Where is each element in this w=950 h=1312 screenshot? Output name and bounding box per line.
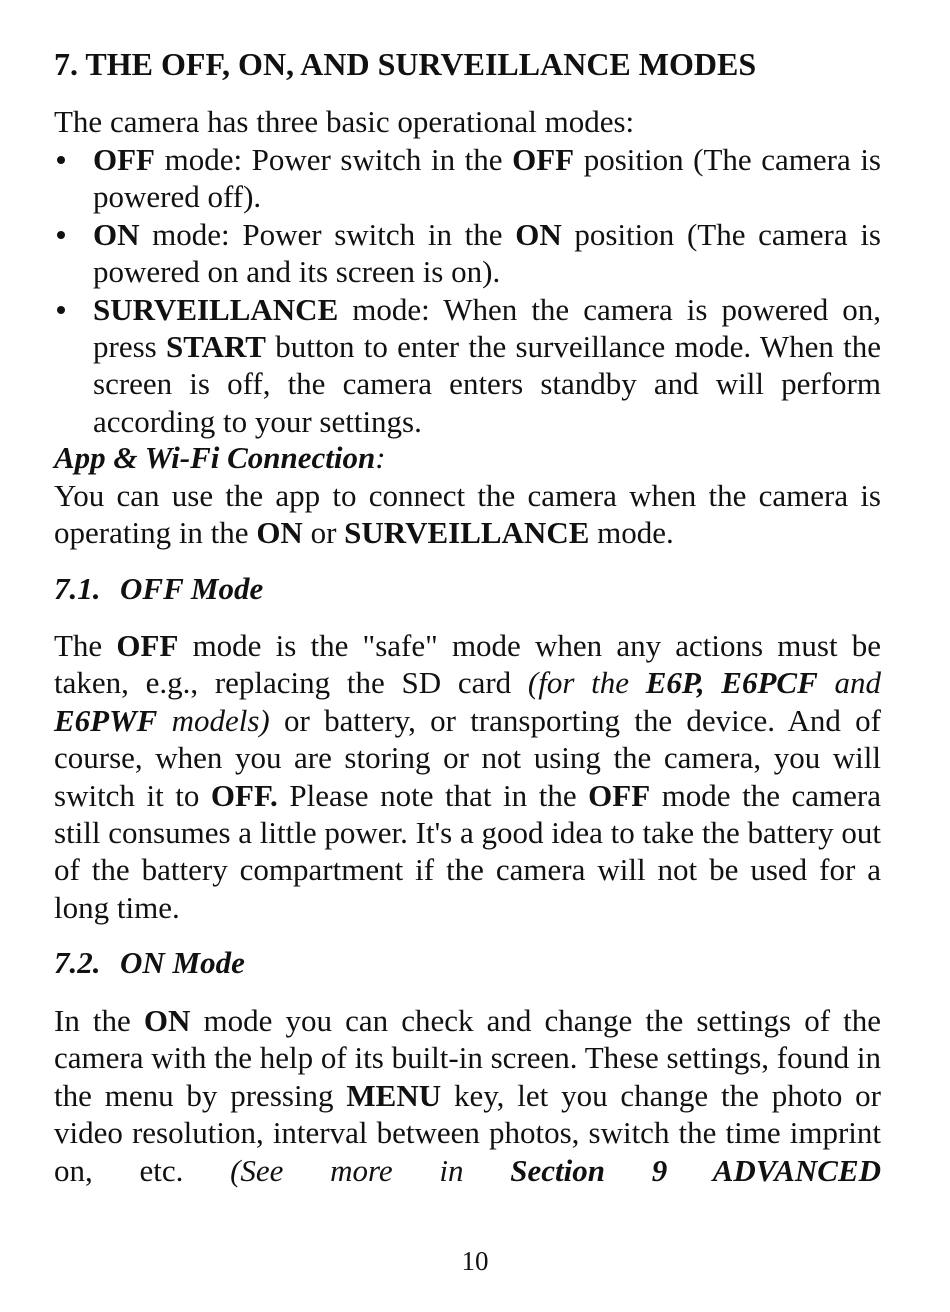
italic-note: (See more in	[230, 1152, 511, 1188]
section-heading: 7. THE OFF, ON, AND SURVEILLANCE MODES	[54, 46, 757, 82]
subsection-heading-on-mode	[54, 944, 245, 981]
mode-name: ON	[93, 216, 140, 252]
mode-keyword: START	[165, 329, 266, 365]
app-wifi-heading-text: App & Wi-Fi Connection	[54, 440, 376, 475]
heading-colon: :	[375, 440, 386, 475]
subsection-title: OFF Mode	[120, 571, 264, 606]
bullet-icon	[57, 231, 65, 239]
page-number: 10	[461, 1246, 489, 1276]
keyword-surveillance: SURVEILLANCE	[344, 515, 590, 551]
italic-note: models)	[157, 702, 270, 738]
italic-note: (for the	[527, 665, 646, 701]
list-item-on-mode	[54, 216, 881, 291]
keyword-off: OFF.	[210, 777, 278, 813]
mode-text: mode: Power switch in the	[139, 216, 516, 252]
paragraph-text: You can use the app to connect the camera when the camera is operating in the	[54, 478, 881, 551]
off-mode-paragraph	[54, 627, 881, 926]
app-wifi-paragraph	[54, 477, 881, 552]
subsection-number: 7.2.	[54, 945, 101, 980]
on-mode-paragraph	[54, 1002, 881, 1189]
paragraph-text: mode you can check and change the settings of the camera with the help of its built-in screen. These settings, found in the menu by pressing	[54, 1003, 882, 1113]
model-name: E6PWF	[54, 702, 158, 738]
keyword-off: OFF	[116, 628, 179, 663]
mode-keyword: ON	[515, 216, 562, 252]
mode-text: mode: Power switch in the	[155, 142, 513, 177]
italic-note: and	[817, 665, 882, 701]
section-reference: Section 9 ADVANCED	[510, 1152, 882, 1188]
paragraph-text: key, let you change the photo or video resolution, interval between photos, switch the time imprint on, etc.	[54, 1077, 881, 1188]
app-wifi-heading	[54, 439, 386, 476]
paragraph-text: mode the camera still consumes a little power. It's a good idea to take the battery out of the battery compartment if the camera will not be used for a long time.	[54, 777, 881, 925]
keyword-on: ON	[143, 1003, 191, 1038]
mode-name: OFF	[93, 142, 155, 177]
mode-text: button to enter the surveillance mode. When the screen is off, the camera enters standby and will perform according to your settings.	[93, 329, 881, 439]
bullet-icon	[57, 306, 65, 314]
subsection-number: 7.1.	[54, 571, 101, 606]
paragraph-text: Please note that in the	[277, 777, 589, 813]
paragraph-text: or battery, or transporting the device. And of course, when you are storing or not using the camera, you will switch it to	[54, 702, 881, 813]
intro-text: The camera has three basic operational modes:	[54, 104, 635, 139]
mode-name: SURVEILLANCE	[93, 291, 339, 327]
paragraph-text: or	[302, 515, 345, 551]
keyword-menu: MENU	[346, 1077, 442, 1113]
paragraph-text: mode is the "safe" mode when any actions must be taken, e.g., replacing the SD card	[54, 628, 881, 701]
bullet-icon	[57, 156, 65, 164]
model-names: E6P, E6PCF	[645, 665, 818, 701]
paragraph-text: In the	[54, 1003, 144, 1038]
mode-list	[54, 141, 881, 440]
paragraph-text: mode.	[589, 515, 674, 551]
paragraph-text: The	[54, 628, 117, 663]
keyword-off: OFF	[588, 777, 651, 813]
list-item-off-mode	[54, 141, 881, 216]
mode-keyword: OFF	[512, 142, 575, 177]
mode-text: mode: When the camera is powered on, press	[93, 291, 881, 365]
mode-text: position (The camera is powered off).	[93, 142, 881, 215]
subsection-heading-off-mode	[54, 570, 263, 607]
list-item-surveillance-mode	[54, 291, 881, 441]
keyword-on: ON	[256, 515, 303, 551]
subsection-title: ON Mode	[120, 945, 245, 980]
mode-text: position (The camera is powered on and its screen is on).	[93, 216, 881, 290]
